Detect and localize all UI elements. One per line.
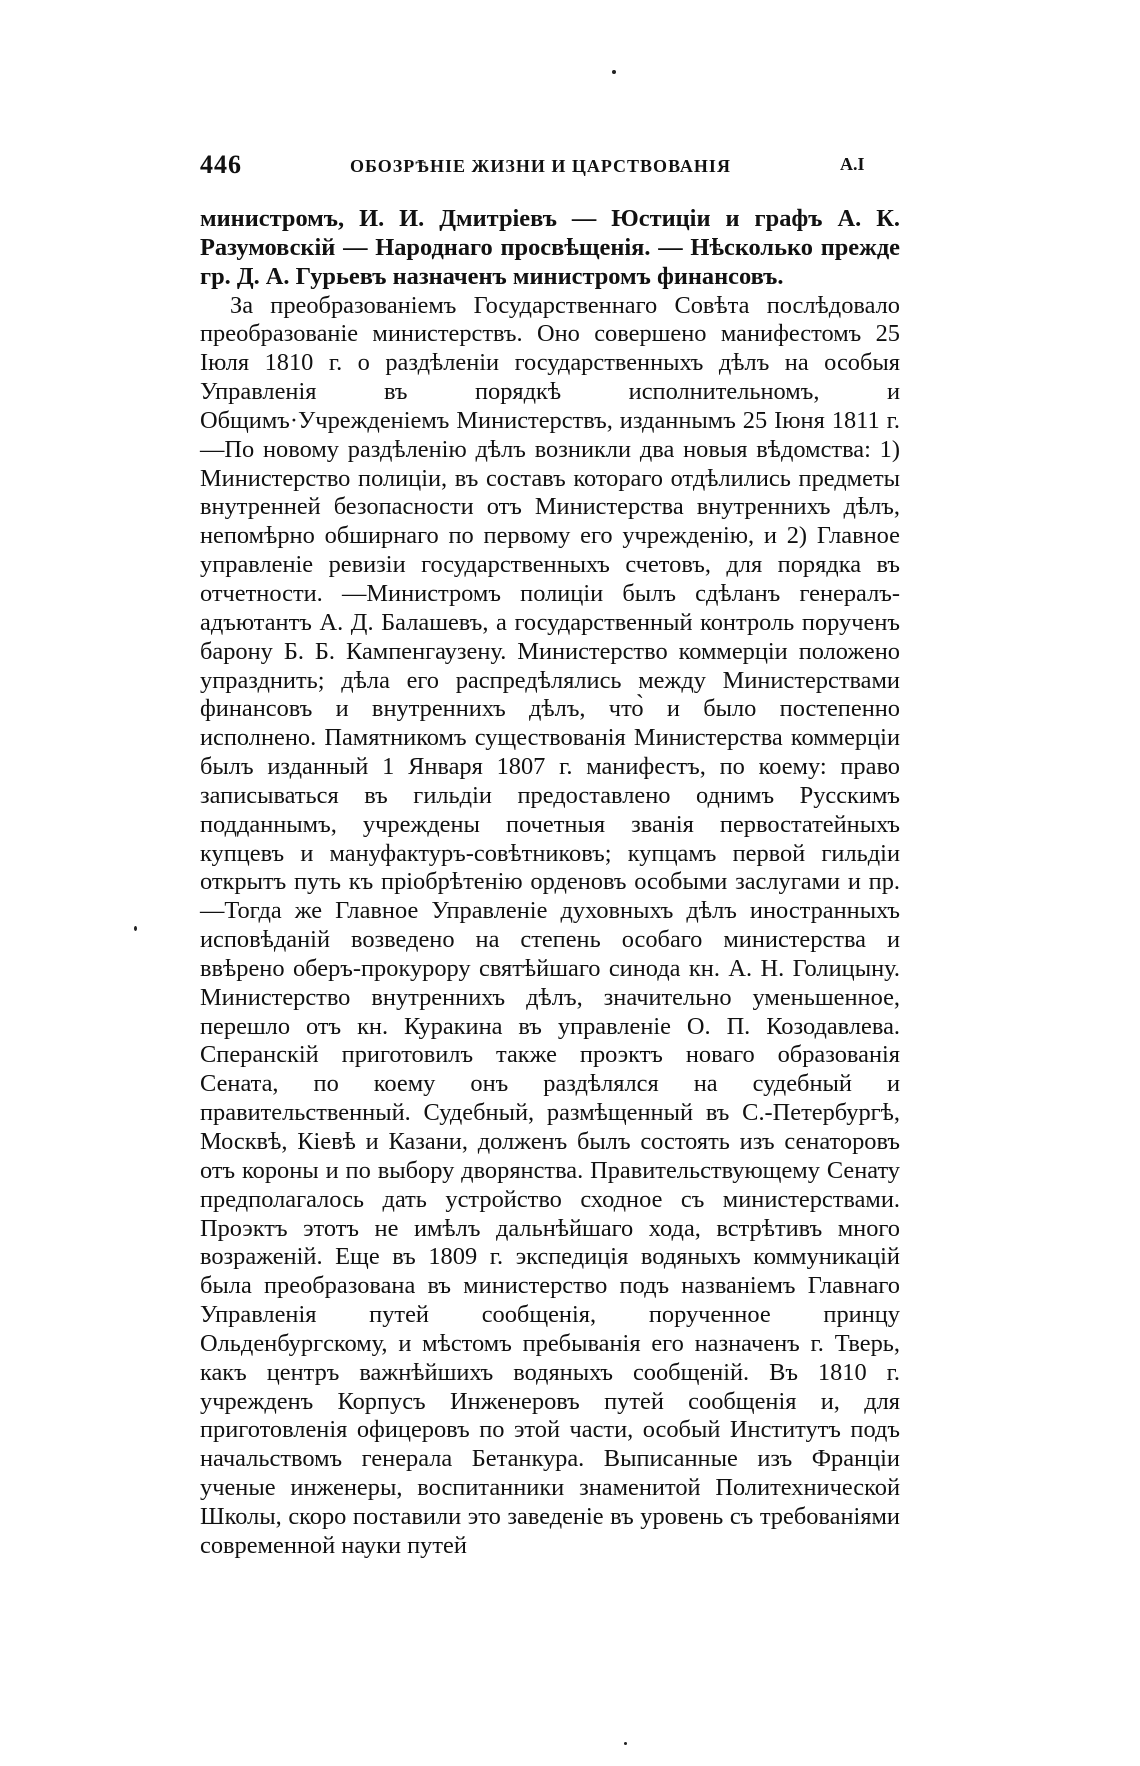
scan-speck	[624, 1742, 627, 1745]
body-text	[200, 205, 900, 1561]
paragraph: За преобразованіемъ Государственнаго Совѣта послѣдовало преобразованіе министерствъ. Оно совершено манифестомъ 25 Іюля 1810 г. о раздѣленіи государственныхъ дѣлъ на особыя Управленія въ порядкѣ исполнительномъ, и Общимъ·Учрежденіемъ Министерствъ, изданнымъ 25 Іюня 1811 г. —По новому раздѣленію дѣлъ возникли два новыя вѣдомства: 1) Министерство полиціи, въ составъ котораго отдѣлились предметы внутренней безопасности отъ Министерства внутреннихъ дѣлъ, непомѣрно обширнаго по первому его учрежденію, и 2) Главное управленіе ревизіи государственныхъ счетовъ, для порядка въ отчетности. —Министромъ полиціи былъ сдѣланъ генералъ-адъютантъ А. Д. Балашевъ, а государственный контроль порученъ барону Б. Б. Кампенгаузену. Министерство коммерціи положено упразднить; дѣла его распредѣлялись между Министерствами финансовъ и внутреннихъ дѣлъ, что̀ и было постепенно исполнено. Памятникомъ существованія Министерства коммерціи былъ изданный 1 Января 1807 г. манифестъ, по коему: право записываться въ гильдіи предоставлено однимъ Русскимъ подданнымъ, учреждены почетныя званія первостатейныхъ купцевъ и мануфактуръ-совѣтниковъ; купцамъ первой гильдіи открытъ путь къ пріобрѣтенію орденовъ особыми заслугами и пр. —Тогда же Главное Управленіе духовныхъ дѣлъ иностранныхъ исповѣданій возведено на степень особаго министерства и ввѣрено оберъ-прокурору святѣйшаго синода кн. А. Н. Голицыну. Министерство внутреннихъ дѣлъ, значительно уменьшенное, перешло отъ кн. Куракина въ управленіе О. П. Козодавлева. Сперанскій приготовилъ также проэктъ новаго образованія Сената, по коему онъ раздѣлялся на судебный и правительственный. Судебный, размѣщенный въ С.-Петербургѣ, Москвѣ, Кіевѣ и Казани, долженъ былъ состоять изъ сенаторовъ отъ короны и по выбору дворянства. Правительствующему Сенату предполагалось дать устройство сходное съ министерствами. Проэктъ этотъ не имѣлъ дальнѣйшаго хода, встрѣтивъ много возраженій. Еще въ 1809 г. экспедиція водяныхъ коммуникацій была преобразована въ министерство подъ названіемъ Главнаго Управленія путей сообщенія, порученное принцу Ольденбургскому, и мѣстомъ пребыванія его назначенъ г. Тверь, какъ центръ важнѣйшихъ водяныхъ сообщеній. Въ 1810 г. учрежденъ Корпусъ Инженеровъ путей сообщенія и, для приготовленія офицеровъ по этой части, особый Институтъ подъ начальствомъ генерала Бетанкура. Выписанные изъ Франціи ученые инженеры, воспитанники знаменитой Политехнической Школы, скоро поставили это заведеніе въ уровень съ требованіями современной науки путей	[200, 291, 900, 1559]
scan-speck	[134, 926, 137, 931]
header-mark: А.І	[840, 154, 865, 174]
page-number: 446	[200, 150, 242, 179]
paragraph-continuation: министромъ, И. И. Дмитріевъ — Юстиціи и графъ А. К. Разумовскій — Народнаго просвѣщенія. — Нѣсколько прежде гр. Д. А. Гурьевъ назначенъ министромъ финансовъ.	[200, 205, 900, 290]
page-header	[200, 150, 900, 190]
scan-speck	[612, 70, 616, 74]
running-title: ОБОЗРѢНІЕ ЖИЗНИ И ЦАРСТВОВАНІЯ	[350, 156, 731, 176]
